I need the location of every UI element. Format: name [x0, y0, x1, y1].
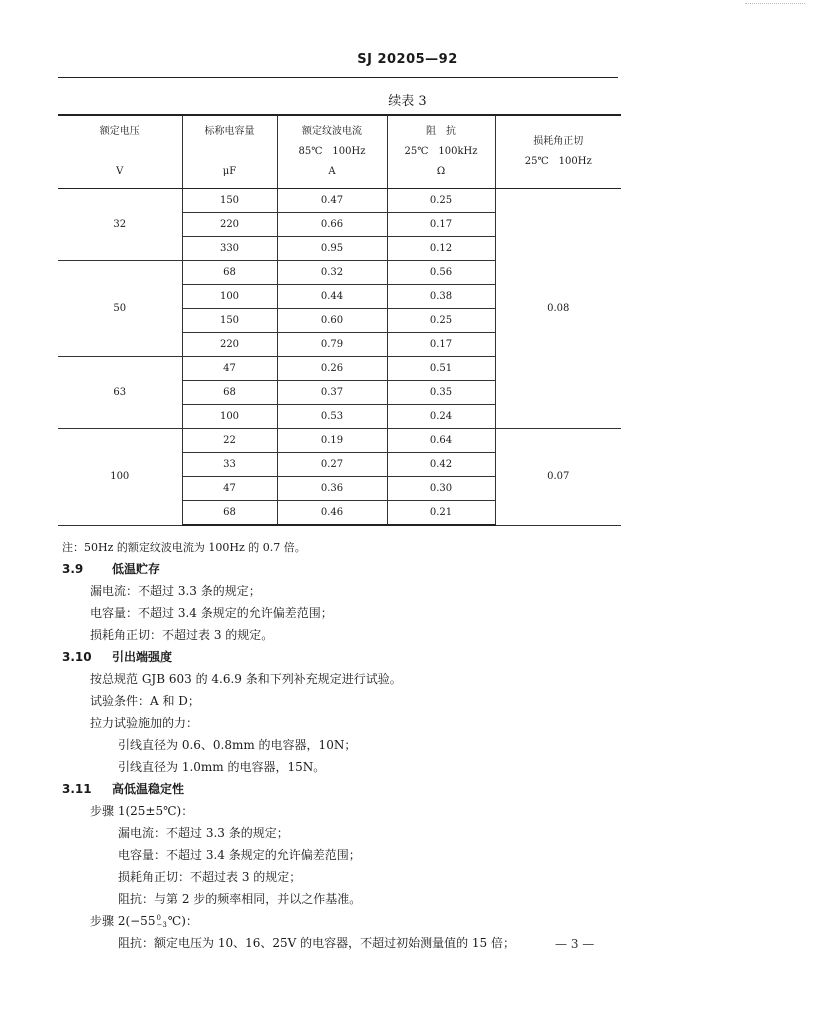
paragraph-line: 按总规范 GJB 603 的 4.6.9 条和下列补充规定进行试验。 [90, 672, 402, 686]
cell-capacitance: 100 [182, 285, 277, 309]
cell-impedance: 0.17 [387, 333, 495, 357]
section-title: 高低温稳定性 [112, 782, 185, 796]
cell-capacitance: 33 [182, 453, 277, 477]
header-impedance: 阻 抗 25℃ 100kHz Ω [387, 115, 495, 189]
cell-ripple: 0.27 [277, 453, 387, 477]
cell-capacitance: 220 [182, 213, 277, 237]
cell-capacitance: 220 [182, 333, 277, 357]
table-row [58, 429, 621, 453]
cell-loss-tangent: 0.07 [495, 429, 621, 526]
cell-impedance: 0.25 [387, 309, 495, 333]
cell-impedance: 0.25 [387, 189, 495, 213]
temperature-tolerance [156, 915, 166, 929]
section-number: 3.9 [62, 562, 84, 576]
section-heading-3-9 [62, 560, 160, 577]
cell-capacitance: 68 [182, 501, 277, 526]
cell-voltage: 50 [58, 261, 182, 357]
tolerance-upper: 0 [156, 913, 161, 922]
paragraph-subline: 损耗角正切：不超过表 3 的规定； [118, 870, 302, 884]
header-loss-tangent: 损耗角正切 25℃ 100Hz [495, 115, 621, 189]
paragraph-subline: 阻抗：与第 2 步的频率相同，并以之作基准。 [118, 892, 362, 906]
cell-capacitance: 47 [182, 477, 277, 501]
scan-corner-mark [745, 3, 805, 4]
step-2-suffix: ℃)： [167, 914, 198, 928]
cell-impedance: 0.51 [387, 357, 495, 381]
paragraph-line: 拉力试验施加的力： [90, 716, 199, 730]
header-rated-voltage: 额定电压 V [58, 115, 182, 189]
cell-capacitance: 68 [182, 381, 277, 405]
step-2-heading [90, 912, 198, 929]
table-title: 续表 3 [388, 94, 427, 109]
cell-impedance: 0.30 [387, 477, 495, 501]
cell-ripple: 0.95 [277, 237, 387, 261]
cell-impedance: 0.64 [387, 429, 495, 453]
cell-ripple: 0.60 [277, 309, 387, 333]
cell-capacitance: 100 [182, 405, 277, 429]
cell-voltage: 32 [58, 189, 182, 261]
cell-ripple: 0.53 [277, 405, 387, 429]
paragraph-subline: 漏电流：不超过 3.3 条的规定； [118, 826, 289, 840]
cell-impedance: 0.35 [387, 381, 495, 405]
cell-ripple: 0.46 [277, 501, 387, 526]
cell-capacitance: 68 [182, 261, 277, 285]
cell-impedance: 0.38 [387, 285, 495, 309]
paragraph-subline: 阻抗：额定电压为 10、16、25V 的电容器，不超过初始测量值的 15 倍； [118, 936, 516, 950]
document-code: SJ 20205—92 [357, 52, 458, 67]
cell-ripple: 0.79 [277, 333, 387, 357]
section-number: 3.10 [62, 650, 92, 664]
header-nominal-capacitance: 标称电容量 μF [182, 115, 277, 189]
capacitor-spec-table [58, 114, 621, 526]
cell-impedance: 0.21 [387, 501, 495, 526]
section-title: 引出端强度 [112, 650, 173, 664]
tolerance-lower: −3 [156, 920, 167, 929]
cell-voltage: 100 [58, 429, 182, 526]
section-title: 低温贮存 [112, 562, 161, 576]
cell-impedance: 0.42 [387, 453, 495, 477]
paragraph-subline: 引线直径为 1.0mm 的电容器，15N。 [118, 760, 326, 774]
cell-ripple: 0.32 [277, 261, 387, 285]
cell-ripple: 0.44 [277, 285, 387, 309]
cell-impedance: 0.56 [387, 261, 495, 285]
paragraph-subline: 引线直径为 0.6、0.8mm 的电容器，10N； [118, 738, 357, 752]
section-number: 3.11 [62, 782, 92, 796]
step-2-prefix: 步骤 2(−55 [90, 914, 156, 928]
cell-impedance: 0.17 [387, 213, 495, 237]
cell-ripple: 0.26 [277, 357, 387, 381]
cell-impedance: 0.12 [387, 237, 495, 261]
section-heading-3-10 [62, 648, 172, 665]
cell-voltage: 63 [58, 357, 182, 429]
table-header-row [58, 115, 621, 189]
page-number: — 3 — [555, 937, 595, 951]
cell-capacitance: 150 [182, 189, 277, 213]
cell-ripple: 0.66 [277, 213, 387, 237]
paragraph-line: 试验条件：A 和 D； [90, 694, 200, 708]
cell-ripple: 0.36 [277, 477, 387, 501]
cell-impedance: 0.24 [387, 405, 495, 429]
step-1-heading: 步骤 1(25±5℃)： [90, 804, 194, 818]
header-ripple-current: 额定纹波电流 85℃ 100Hz A [277, 115, 387, 189]
cell-ripple: 0.37 [277, 381, 387, 405]
header-rule [58, 77, 618, 78]
table-note: 注：50Hz 的额定纹波电流为 100Hz 的 0.7 倍。 [62, 541, 306, 554]
section-heading-3-11 [62, 780, 184, 797]
paragraph-line: 漏电流：不超过 3.3 条的规定； [90, 584, 261, 598]
cell-capacitance: 47 [182, 357, 277, 381]
cell-ripple: 0.19 [277, 429, 387, 453]
cell-capacitance: 330 [182, 237, 277, 261]
paragraph-subline: 电容量：不超过 3.4 条规定的允许偏差范围； [118, 848, 361, 862]
table-row [58, 189, 621, 213]
cell-ripple: 0.47 [277, 189, 387, 213]
paragraph-line: 损耗角正切：不超过表 3 的规定。 [90, 628, 274, 642]
cell-loss-tangent: 0.08 [495, 189, 621, 429]
cell-capacitance: 150 [182, 309, 277, 333]
paragraph-line: 电容量：不超过 3.4 条规定的允许偏差范围； [90, 606, 333, 620]
cell-capacitance: 22 [182, 429, 277, 453]
